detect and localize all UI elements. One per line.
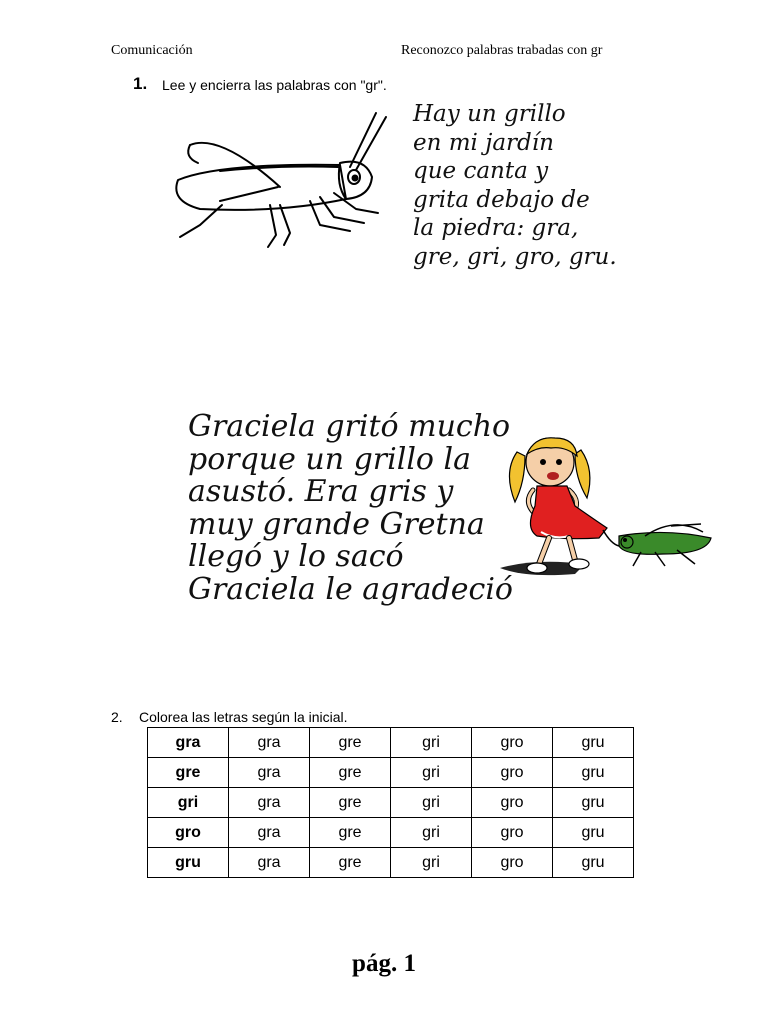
table-row	[148, 788, 634, 818]
exercise-2-instruction-line	[111, 709, 348, 725]
syllable-cell[interactable]: gre	[310, 758, 391, 788]
syllable-cell[interactable]: gra	[229, 758, 310, 788]
exercise-2-instruction: Colorea las letras según la inicial.	[139, 709, 348, 725]
exercise-1-number: 1.	[133, 74, 148, 93]
poem-line: porque un grillo la	[188, 441, 472, 477]
syllable-cell[interactable]: gre	[310, 788, 391, 818]
syllable-cell[interactable]: gra	[229, 728, 310, 758]
initial-syllable-cell: gru	[148, 848, 229, 878]
syllable-cell[interactable]: gro	[472, 818, 553, 848]
girl-and-grasshopper-illustration	[495, 432, 720, 582]
syllable-cell[interactable]: gru	[553, 758, 634, 788]
syllable-cell[interactable]: gru	[553, 818, 634, 848]
syllable-cell[interactable]: gri	[391, 758, 472, 788]
syllable-cell[interactable]: gre	[310, 818, 391, 848]
exercise-2-number: 2.	[111, 709, 123, 725]
poem-line: Graciela le agradeció	[188, 571, 513, 607]
syllable-cell[interactable]: gri	[391, 728, 472, 758]
syllable-cell[interactable]: gro	[472, 788, 553, 818]
poem-grillo	[413, 103, 617, 274]
poem-line: Hay un grillo	[413, 101, 566, 127]
syllable-cell[interactable]: gri	[391, 818, 472, 848]
header-subject: Comunicación	[111, 43, 193, 58]
table-row	[148, 758, 634, 788]
syllable-cell[interactable]: gro	[472, 728, 553, 758]
syllable-cell[interactable]: gre	[310, 848, 391, 878]
table-row	[148, 848, 634, 878]
poem-graciela	[188, 409, 513, 607]
poem-line: llegó y lo sacó	[188, 539, 404, 574]
syllable-cell[interactable]: gru	[553, 848, 634, 878]
poem-line: muy grande Gretna	[188, 506, 485, 542]
page-number: pág. 1	[352, 950, 416, 977]
initial-syllable-cell: gri	[148, 788, 229, 818]
poem-line: asustó. Era gris y	[188, 474, 454, 509]
initial-syllable-cell: gro	[148, 818, 229, 848]
initial-syllable-cell: gre	[148, 758, 229, 788]
poem-line: en mi jardín	[413, 129, 554, 156]
syllable-cell[interactable]: gro	[472, 758, 553, 788]
initial-syllable-cell: gra	[148, 728, 229, 758]
table-row	[148, 728, 634, 758]
syllable-cell[interactable]: gri	[391, 788, 472, 818]
poem-line: gre, gri, gro, gru.	[413, 243, 617, 270]
header-topic: Reconozco palabras trabadas con gr	[401, 43, 603, 58]
syllable-cell[interactable]: gru	[553, 728, 634, 758]
syllable-cell[interactable]: gro	[472, 848, 553, 878]
poem-line: grita debajo de	[413, 186, 590, 213]
poem-line: que canta y	[413, 158, 549, 184]
grasshopper-illustration	[160, 105, 400, 255]
syllable-table	[147, 727, 634, 878]
syllable-cell[interactable]: gre	[310, 728, 391, 758]
exercise-1-instruction: Lee y encierra las palabras con "gr".	[162, 77, 387, 93]
syllable-cell[interactable]: gru	[553, 788, 634, 818]
poem-line: Graciela gritó mucho	[188, 409, 511, 444]
syllable-cell[interactable]: gri	[391, 848, 472, 878]
syllable-cell[interactable]: gra	[229, 788, 310, 818]
poem-line: la piedra: gra,	[413, 215, 579, 241]
syllable-cell[interactable]: gra	[229, 848, 310, 878]
syllable-cell[interactable]: gra	[229, 818, 310, 848]
table-row	[148, 818, 634, 848]
